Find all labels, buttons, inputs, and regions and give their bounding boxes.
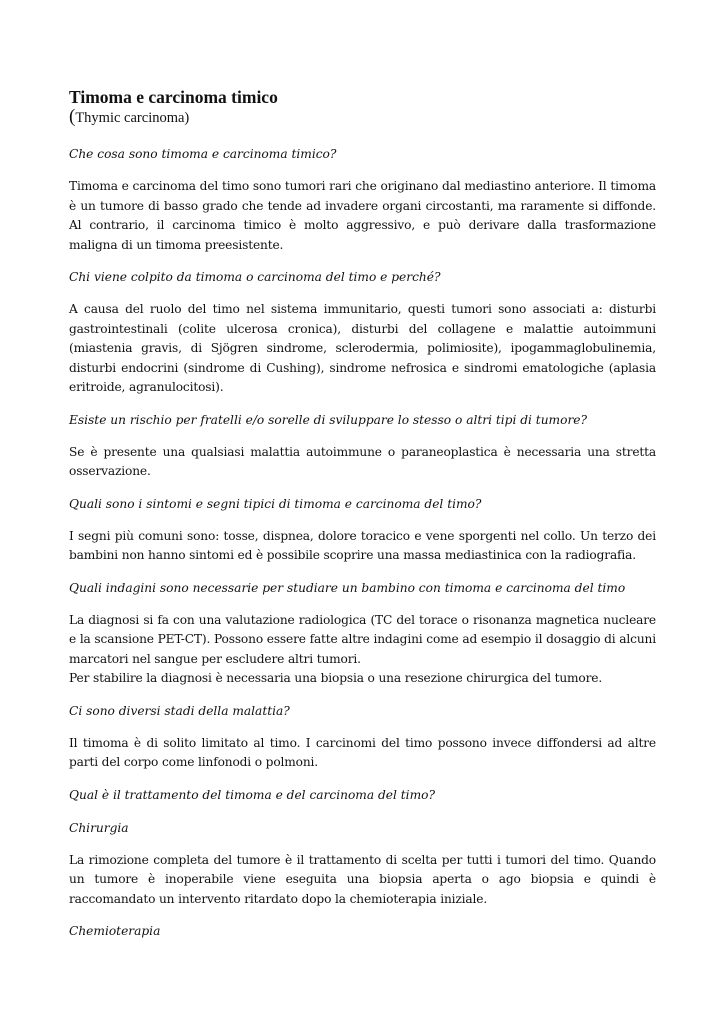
section-paragraph: Il timoma è di solito limitato al timo. I carcinomi del timo possono invece diffondersi ad altre parti del corpo come linfonodi o polmoni. [69,735,656,769]
section-question: Quali sono i sintomi e segni tipici di timoma e carcinoma del timo? [69,496,482,511]
section-question: Qual è il trattamento del timoma e del carcinoma del timo? [69,787,435,802]
section-question: Esiste un rischio per fratelli e/o sorelle di sviluppare lo stesso o altri tipi di tumore? [69,412,588,427]
subtitle-paren: ( [69,106,76,127]
subtitle-text: Thymic carcinoma) [75,110,190,126]
document-page [69,86,656,954]
document-subtitle [69,108,656,127]
document-title: Timoma e carcinoma timico [69,87,278,107]
section-paragraph: Se è presente una qualsiasi malattia autoimmune o paraneoplastica è necessaria una stretta osservazione. [69,444,656,478]
section-question: Chirurgia [69,820,129,835]
section-paragraph: I segni più comuni sono: tosse, dispnea, dolore toracico e vene sporgenti nel collo. Un terzo dei bambini non hanno sintomi ed è possibile scoprire una massa mediastinica con la radiografia. [69,528,656,562]
section-paragraph: A causa del ruolo del timo nel sistema immunitario, questi tumori sono associati a: disturbi gastrointestinali (colite ulcerosa cronica), disturbi del collagene e malattie autoimmuni (miastenia gravis, di Sjögren sindrome, sclerodermia, polimiosite), ipogammaglobulinemia, disturbi endocrini (sindrome di Cushing), sindrome nefrosica e sindromi ematologiche (aplasia eritroide, agranulocitosi). [69,302,656,394]
section-question: Chemioterapia [69,924,161,938]
section-question: Che cosa sono timoma e carcinoma timico? [69,147,337,161]
section-question: Ci sono diversi stadi della malattia? [69,703,290,718]
section-paragraph: La rimozione completa del tumore è il trattamento di scelta per tutti i tumori del timo. Quando un tumore è inoperabile viene eseguita una biopsia aperta o ago biopsia e quindi è raccomandato un intervento ritardato dopo la chemioterapia iniziale. [69,852,656,906]
section-question: Quali indagini sono necessarie per studiare un bambino con timoma e carcinoma del timo [69,580,626,595]
section-paragraph: Per stabilire la diagnosi è necessaria una biopsia o una resezione chirurgica del tumore. [69,671,603,685]
section-question: Chi viene colpito da timoma o carcinoma del timo e perché? [69,270,441,284]
section-paragraph: Timoma e carcinoma del timo sono tumori rari che originano dal mediastino anteriore. Il timoma è un tumore di basso grado che tende ad invadere organi circostanti, ma raramente si diffonde. Al contrario, il carcinoma timico è molto aggressivo, e può derivare dalla trasformazione maligna di un timoma preesistente. [69,179,656,252]
section-paragraph: La diagnosi si fa con una valutazione radiologica (TC del torace o risonanza magnetica nucleare e la scansione PET-CT). Possono essere fatte altre indagini come ad esempio il dosaggio di alcuni marcatori nel sangue per escludere altri tumori. [69,612,656,666]
